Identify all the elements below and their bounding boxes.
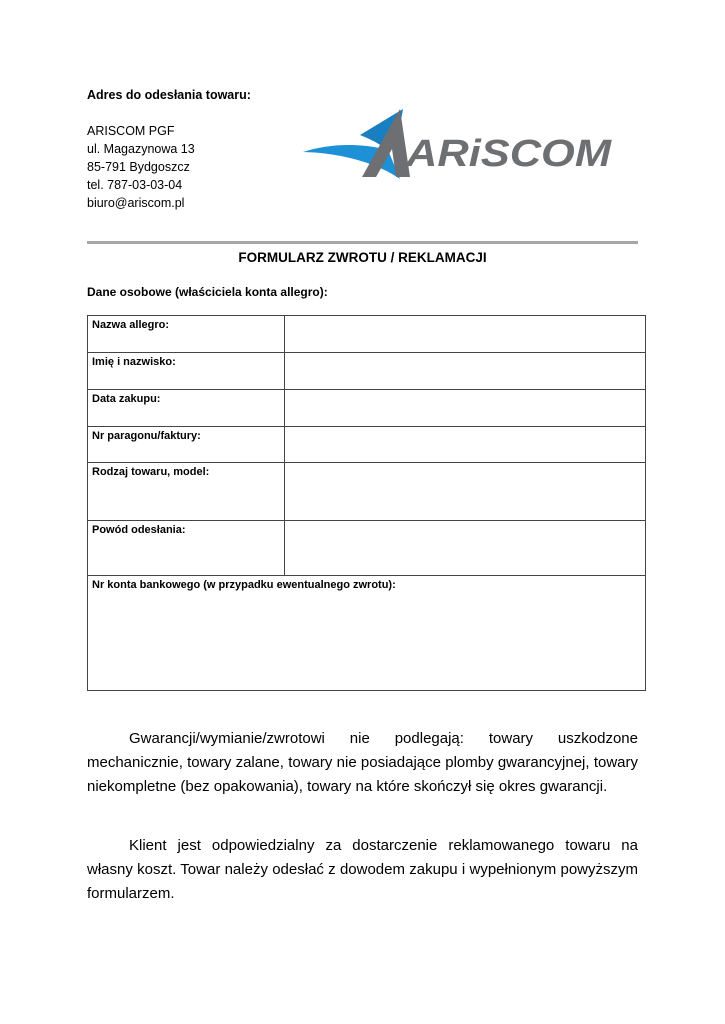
phone-number: tel. 787-03-03-04 bbox=[87, 178, 183, 192]
company-name: ARISCOM PGF bbox=[87, 124, 175, 138]
product-model-label: Rodzaj towaru, model: bbox=[88, 463, 285, 521]
form-row-receipt-number bbox=[88, 427, 646, 463]
return-address bbox=[87, 122, 195, 212]
full-name-label: Imię i nazwisko: bbox=[88, 353, 285, 390]
receipt-number-field[interactable] bbox=[285, 427, 646, 463]
form-row-full-name bbox=[88, 353, 646, 390]
purchase-date-field[interactable] bbox=[285, 390, 646, 427]
return-reason-field[interactable] bbox=[285, 521, 646, 576]
allegro-name-label: Nazwa allegro: bbox=[88, 316, 285, 353]
form-row-product-model bbox=[88, 463, 646, 521]
return-address-heading: Adres do odesłania towaru: bbox=[87, 88, 251, 102]
ariscom-logo bbox=[300, 105, 615, 185]
form-row-allegro-name bbox=[88, 316, 646, 353]
bank-account-label: Nr konta bankowego (w przypadku ewentualnego zwrotu): bbox=[92, 579, 396, 591]
form-row-bank-account bbox=[88, 576, 646, 691]
postal-city: 85-791 Bydgoszcz bbox=[87, 160, 190, 174]
street-address: ul. Magazynowa 13 bbox=[87, 142, 195, 156]
form-row-purchase-date bbox=[88, 390, 646, 427]
form-title: FORMULARZ ZWROTU / REKLAMACJI bbox=[238, 250, 487, 265]
personal-data-label: Dane osobowe (właściciela konta allegro): bbox=[87, 285, 328, 299]
header-divider bbox=[87, 241, 638, 244]
email-address: biuro@ariscom.pl bbox=[87, 196, 185, 210]
allegro-name-field[interactable] bbox=[285, 316, 646, 353]
purchase-date-label: Data zakupu: bbox=[88, 390, 285, 427]
receipt-number-label: Nr paragonu/faktury: bbox=[88, 427, 285, 463]
product-model-field[interactable] bbox=[285, 463, 646, 521]
shipping-responsibility-paragraph: Klient jest odpowiedzialny za dostarczenie reklamowanego towaru na własny koszt. Towar należy odesłać z dowodem zakupu i wypełnionym powyższym formularzem. bbox=[87, 837, 638, 902]
full-name-field[interactable] bbox=[285, 353, 646, 390]
form-row-return-reason bbox=[88, 521, 646, 576]
return-reason-label: Powód odesłania: bbox=[88, 521, 285, 576]
bank-account-field[interactable] bbox=[88, 576, 646, 691]
return-form-table bbox=[87, 315, 646, 691]
warranty-exclusions-paragraph: Gwarancji/wymianie/zwrotowi nie podlegają: towary uszkodzone mechanicznie, towary zalane, towary nie posiadające plomby gwarancyjnej, towary niekompletne (bez opakowania), towary na które skończył się okres gwarancji. bbox=[87, 730, 638, 795]
logo-wordmark: ARiSCOM bbox=[404, 133, 613, 175]
